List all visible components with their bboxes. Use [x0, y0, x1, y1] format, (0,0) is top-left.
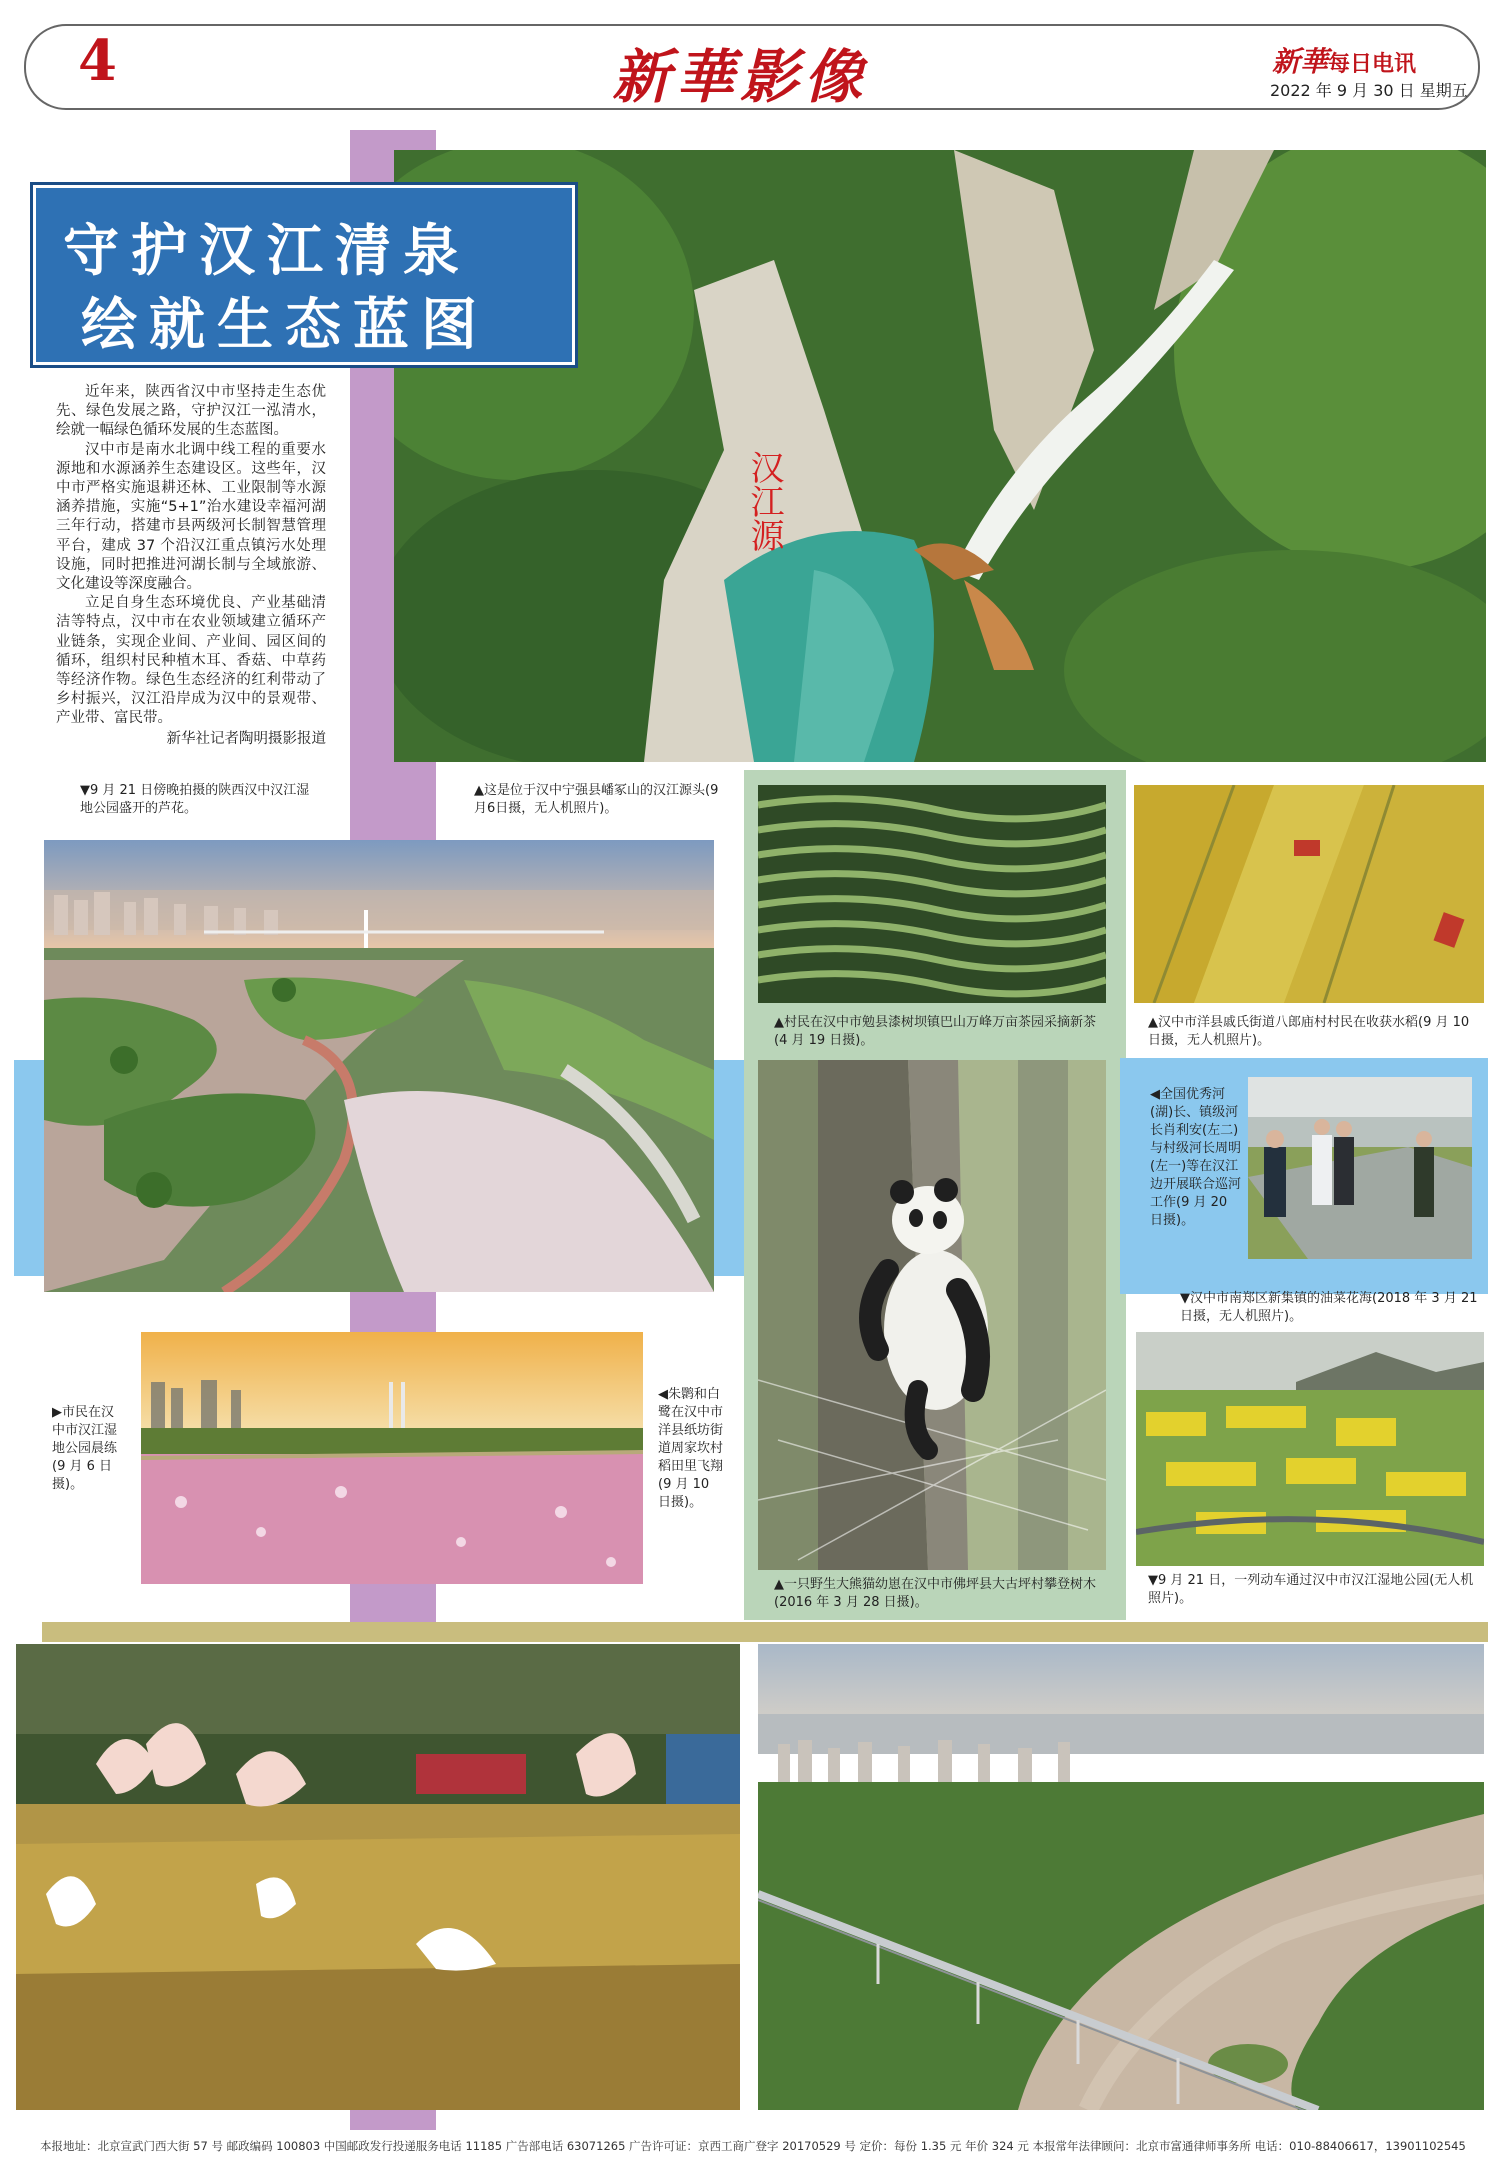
cliff-inscription: 汉江源 — [744, 450, 784, 552]
photo-rapeseed — [1136, 1332, 1484, 1566]
title-line-1: 守护汉江清泉 — [63, 218, 471, 284]
caption-rapeseed: ▼汉中市南郑区新集镇的油菜花海(2018 年 3 月 21 日摄，无人机照片)。 — [1180, 1291, 1478, 1324]
photo-park-morning — [141, 1332, 643, 1584]
decor-bar-gold — [42, 1622, 1488, 1642]
photo-panda — [758, 1060, 1106, 1570]
caption-wetland: ▼9 月 21 日傍晚拍摄的陕西汉中汉江湿地公园盛开的芦花。 — [80, 783, 310, 816]
photo-ibis-egrets — [16, 1644, 740, 2110]
brand-main: 新華 — [1272, 45, 1329, 78]
title-block — [30, 182, 578, 368]
caption-panda: ▲一只野生大熊猫幼崽在汉中市佛坪县大古坪村攀登树木(2016 年 3 月 28 日摄)。 — [774, 1577, 1096, 1610]
masthead-title: 新華影像 — [612, 43, 869, 111]
caption-park: ▶市民在汉中市汉江湿地公园晨练(9 月 6 日摄)。 — [52, 1405, 118, 1492]
photo-wetland-park — [44, 840, 714, 1292]
issue-date: 2022 年 9 月 30 日 星期五 — [1270, 81, 1468, 100]
article-paragraph: 近年来，陕西省汉中市坚持走生态优先、绿色发展之路，守护汉江一泓清水，绘就一幅绿色循环发展的生态蓝图。 — [56, 384, 326, 439]
photo-tea-garden — [758, 785, 1106, 1003]
article-paragraph: 汉中市是南水北调中线工程的重要水源地和水源涵养生态建设区。这些年，汉中市严格实施退耕还林、工业限制等水源涵养措施，实施“5+1”治水建设幸福河湖三年行动，搭建市县两级河长制智慧管理平台，建成 37 个沿汉江重点镇污水处理设施，同时把推进河湖长制与全域旅游、文化建设等深度融合。 — [56, 441, 326, 593]
caption-source: ▲这是位于汉中宁强县嶓冢山的汉江源头(9月6日摄，无人机照片)。 — [474, 783, 719, 816]
caption-river-chiefs: ◀全国优秀河(湖)长、镇级河长肖利安(左二)与村级河长周明(左一)等在汉江边开展联合巡河工作(9 月 20 日摄)。 — [1150, 1087, 1242, 1228]
footer-info: 本报地址：北京宣武门西大街 57 号 邮政编码 100803 中国邮政发行投递服务电话 11185 广告部电话 63071265 广告许可证：京西工商广登字 20170529 号 定价：每份 1.35 元 年价 324 元 本报常年法律顾问：北京市富通律师事务所 电话：010-88406617，13901102545 — [40, 2139, 1466, 2153]
article-body — [56, 383, 326, 749]
caption-rice: ▲汉中市洋县戚氏街道八郎庙村村民在收获水稻(9 月 10 日摄，无人机照片)。 — [1148, 1015, 1470, 1048]
caption-tea: ▲村民在汉中市勉县漆树坝镇巴山万峰万亩茶园采摘新茶(4 月 19 日摄)。 — [774, 1015, 1096, 1048]
photo-train-river — [758, 1644, 1484, 2110]
photo-rice-harvest — [1134, 785, 1484, 1003]
photo-river-chiefs — [1248, 1077, 1472, 1259]
caption-ibis: ◀朱鹮和白鹭在汉中市洋县纸坊街道周家坎村稻田里飞翔(9 月 10 日摄)。 — [658, 1387, 724, 1510]
article-paragraph: 立足自身生态环境优良、产业基础清洁等特点，汉中市在农业领域建立循环产业链条，实现企业间、产业间、园区间的循环，组织村民种植木耳、香菇、中草药等经济作物。绿色生态经济的红利带动了乡村振兴，汉江沿岸成为汉中的景观带、产业带、富民带。 — [56, 595, 326, 727]
brand-small: 每日电讯 — [1328, 51, 1417, 77]
caption-train: ▼9 月 21 日，一列动车通过汉中市汉江湿地公园(无人机照片)。 — [1148, 1573, 1474, 1606]
article-byline: 新华社记者陶明摄影报道 — [166, 730, 326, 747]
brand-logo — [1272, 40, 1416, 80]
title-line-2: 绘就生态蓝图 — [81, 292, 489, 358]
page-number: 4 — [78, 28, 117, 94]
